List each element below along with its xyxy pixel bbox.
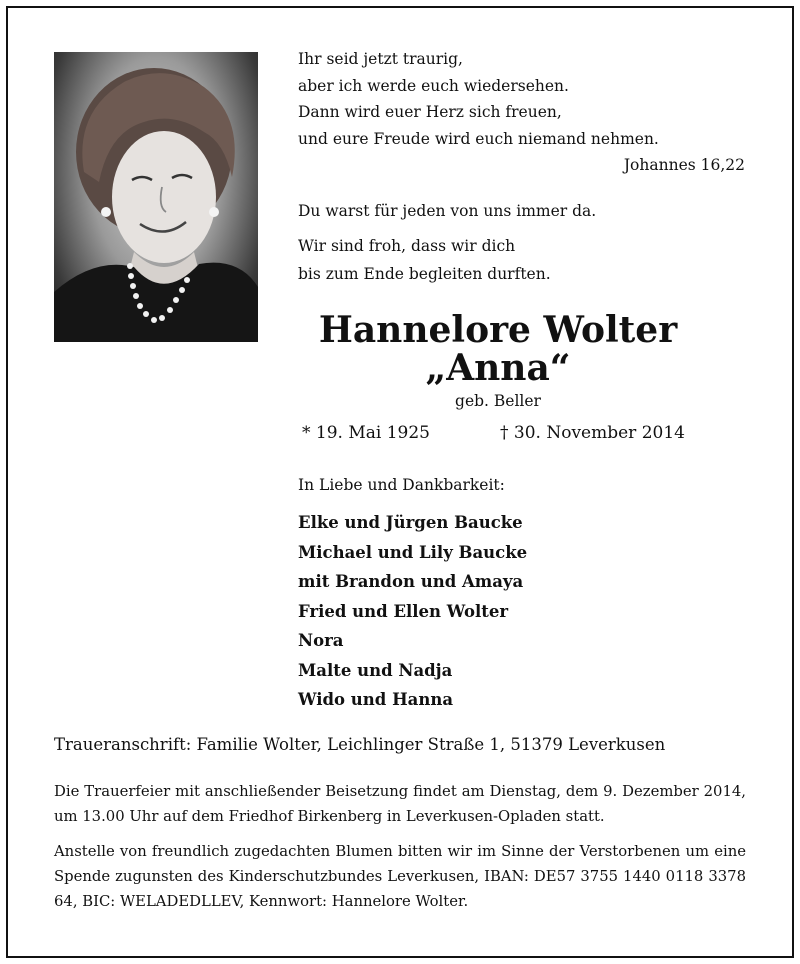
mourners-list <box>298 508 527 715</box>
mourner-name: Elke und Jürgen Baucke <box>298 513 523 532</box>
maiden-name: geb. Beller <box>455 392 541 410</box>
donation-notice: Anstelle von freundlich zugedachten Blumen bitten wir im Sinne der Verstorbenen um eine Spende zugunsten des Kinderschutzbundes Leverkusen, IBAN: DE57 3755 1440 0118 3378 64, BIC: WELADEDLLEV, Kennwort: Hannelore Wolter. <box>54 843 746 910</box>
birth-date: * 19. Mai 1925 <box>302 423 430 443</box>
mourner-name: Michael und Lily Baucke <box>298 542 528 562</box>
verse-reference: Johannes 16,22 <box>623 156 745 174</box>
quote-line: Du warst für jeden von uns immer da. <box>298 202 597 220</box>
quote-line: bis zum Ende begleiten durften. <box>298 265 551 283</box>
mourner-name: mit Brandon und Amaya <box>298 572 524 591</box>
verse-line: aber ich werde euch wiedersehen. <box>298 76 569 95</box>
ceremony-notice: Die Trauerfeier mit anschließender Beisetzung findet am Dienstag, dem 9. Dezember 2014, um 13.00 Uhr auf dem Friedhof Birkenberg in Leverkusen-Opladen statt. <box>54 783 746 825</box>
mourner-name: Wido und Hanna <box>298 690 454 709</box>
mourner-name: Malte und Nadja <box>298 660 453 680</box>
deceased-nickname: „Anna“ <box>425 347 571 389</box>
bible-verse <box>298 46 748 152</box>
deceased-name: Hannelore Wolter <box>318 309 678 351</box>
mourner-name: Fried und Ellen Wolter <box>298 601 509 621</box>
quote-line: Wir sind froh, dass wir dich <box>298 237 516 255</box>
mourners-intro: In Liebe und Dankbarkeit: <box>298 476 505 494</box>
verse-line: Ihr seid jetzt traurig, <box>298 50 463 68</box>
mourning-address: Traueranschrift: Familie Wolter, Leichlinger Straße 1, 51379 Leverkusen <box>54 735 666 754</box>
death-date: † 30. November 2014 <box>500 423 685 443</box>
verse-line: Dann wird euer Herz sich freuen, <box>298 103 562 121</box>
quote-block <box>298 232 551 288</box>
portrait-icon <box>54 52 258 342</box>
portrait-photo <box>54 52 258 342</box>
verse-line: und eure Freude wird euch niemand nehmen. <box>298 129 659 148</box>
mourner-name: Nora <box>298 631 344 650</box>
